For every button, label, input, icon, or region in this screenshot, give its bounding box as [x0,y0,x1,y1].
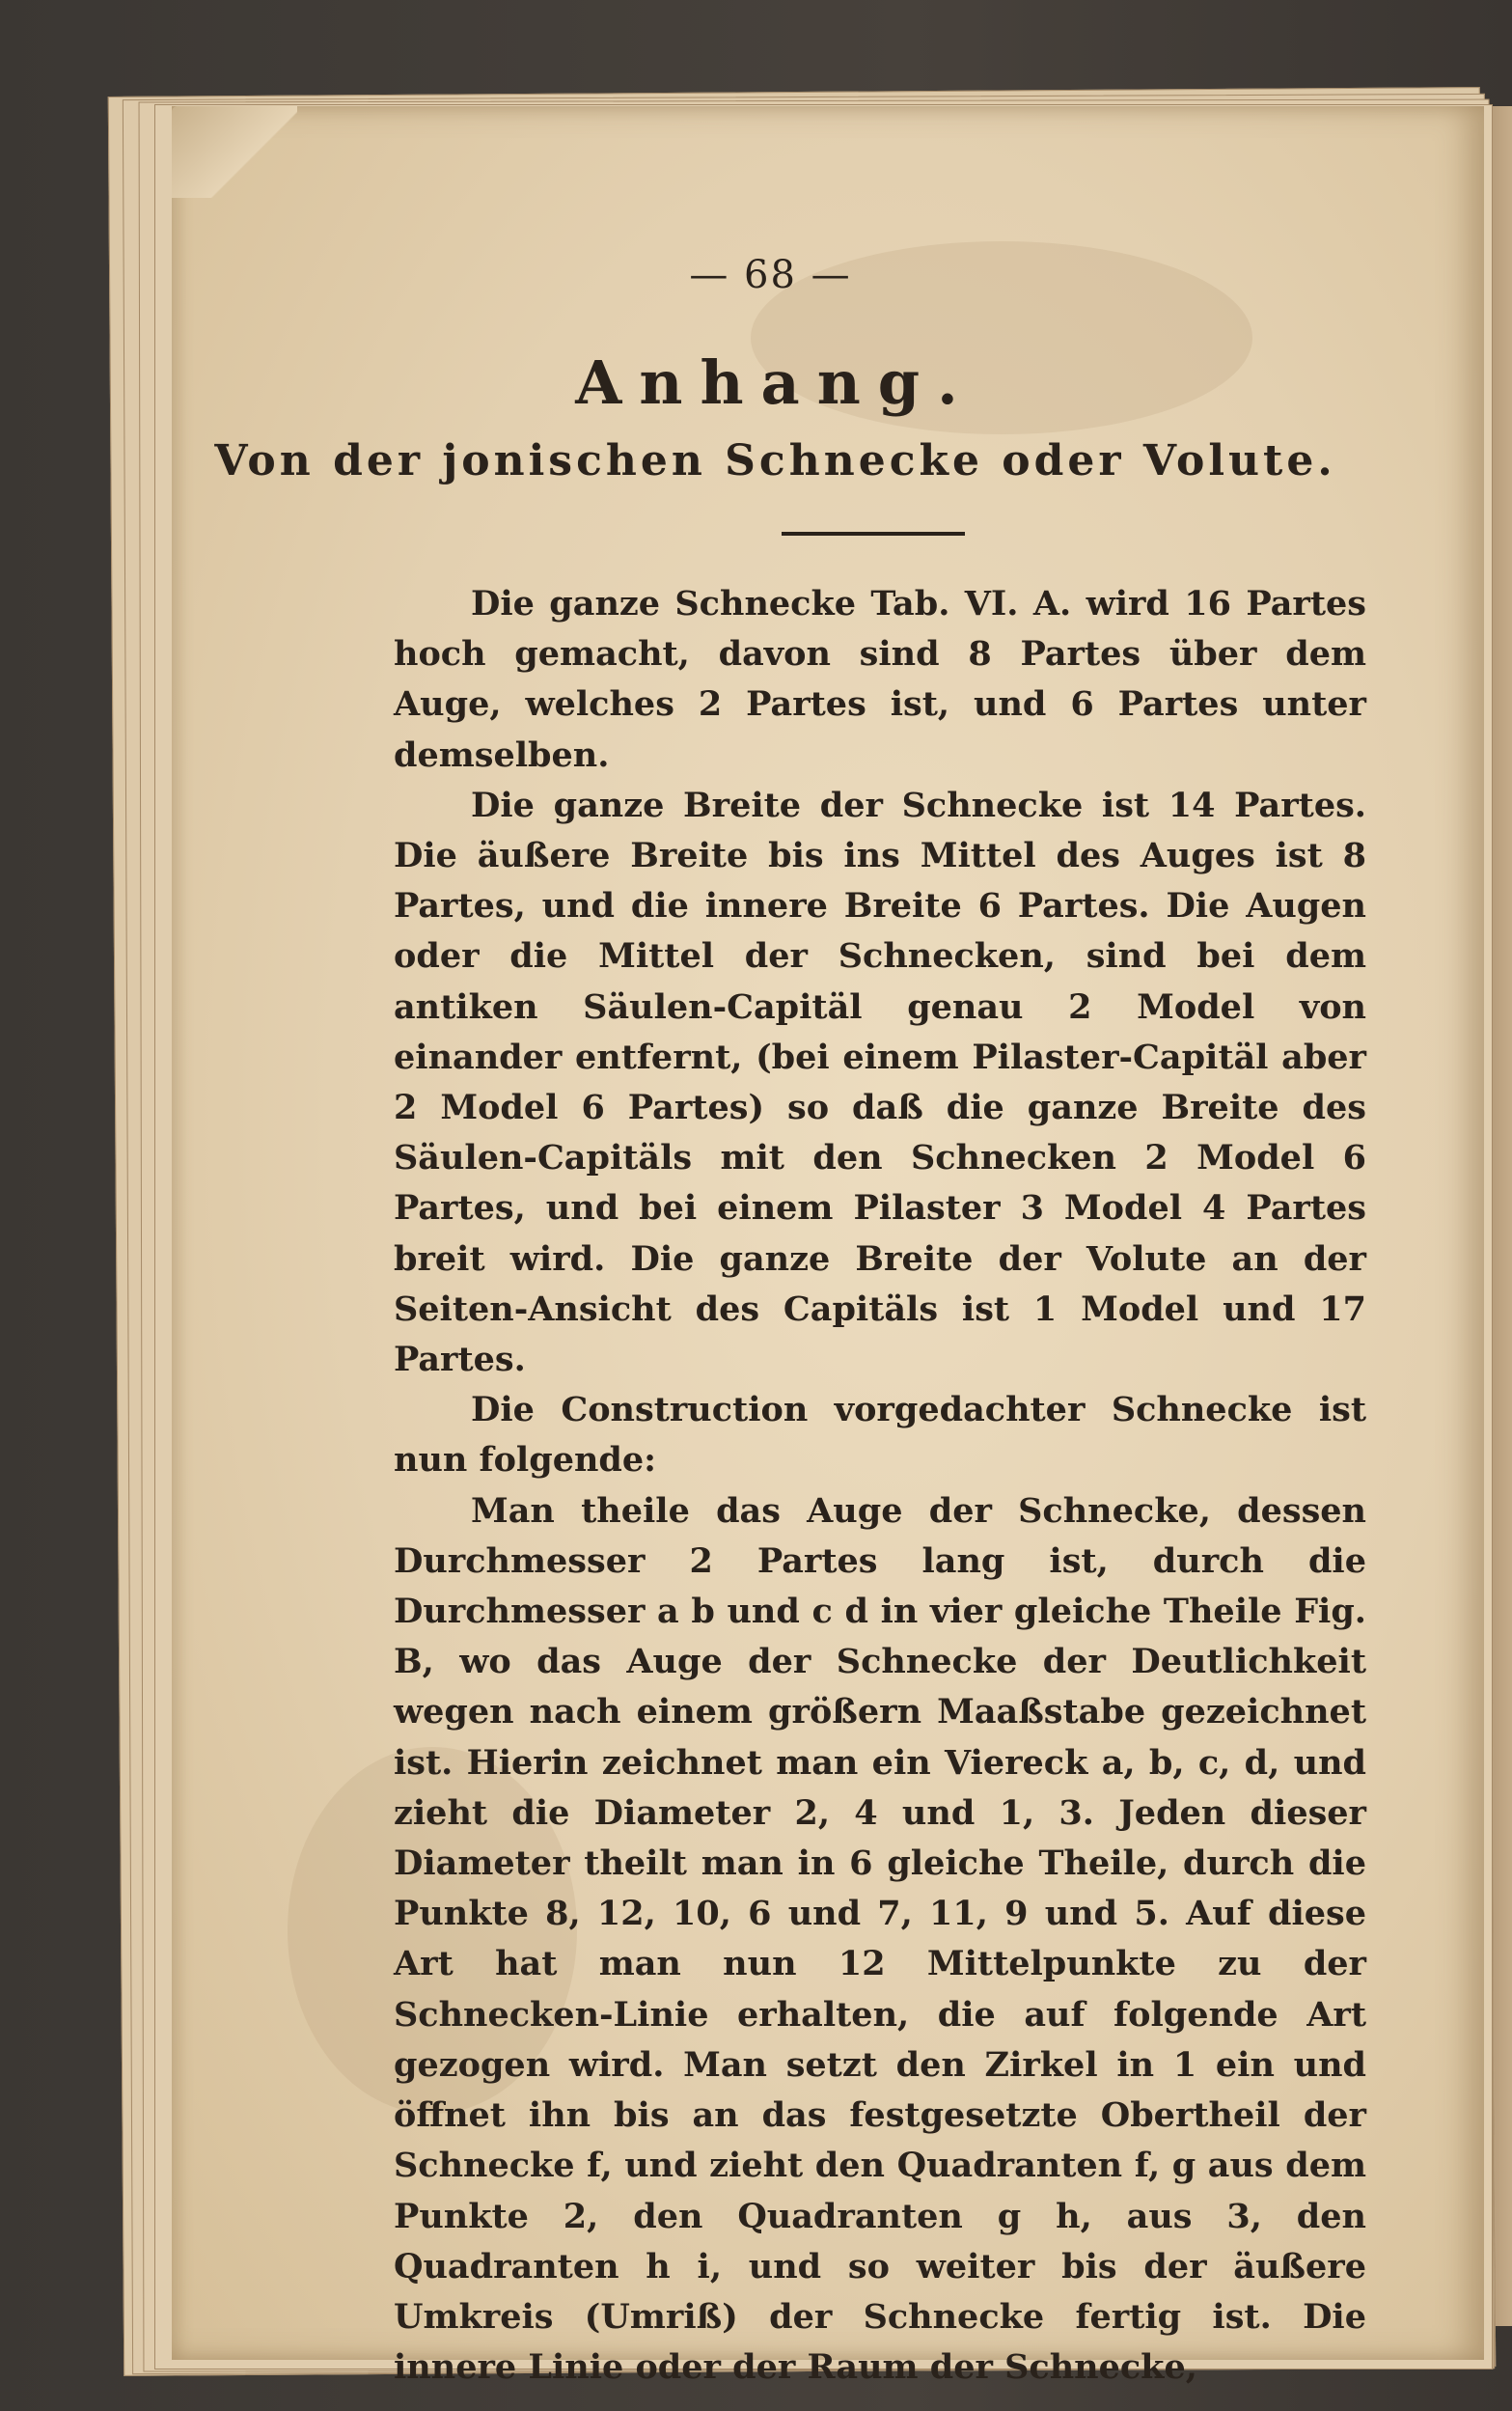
paragraph: Man theile das Auge der Schnecke, dessen Durchmesser 2 Partes lang ist, durch die Durchmesser a b und c d in vier gleiche Theile Fig. B, wo das Auge der Schnecke der Deutlichkeit wegen nach einem größern Maaßstabe gezeichnet ist. Hierin zeichnet man ein Viereck a, b, c, d, und zieht die Diameter 2, 4 und 1, 3. Jeden dieser Diameter theilt man in 6 gleiche Theile, durch die Punkte 8, 12, 10, 6 und 7, 11, 9 und 5. Auf diese Art hat man nun 12 Mittelpunkte zu der Schnecken-Linie erhalten, die auf folgende Art gezogen wird. Man setzt den Zirkel in 1 ein und öffnet ihn bis an das festgesetzte Obertheil der Schnecke f, und zieht den Quadranten f, g aus dem Punkte 2, den Quadranten g h, aus 3, den Quadranten h i, und so weiter bis der äußere Umkreis (Umriß) der Schnecke fertig ist. Die innere Linie oder der Raum der Schnecke, [394,1490,1366,2388]
paragraph: Die ganze Breite der Schnecke ist 14 Partes. Die äußere Breite bis ins Mittel des Auges ist 8 Partes, und die innere Breite 6 Partes. Die Augen oder die Mittel der Schnecken, sind bei dem antiken Säulen-Capitäl genau 2 Model von einander entfernt, (bei einem Pilaster-Capitäl aber 2 Model 6 Partes) so daß die ganze Breite des Säulen-Capitäls mit den Schnecken 2 Model 6 Partes, und bei einem Pilaster 3 Model 4 Partes breit wird. Die ganze Breite der Volute an der Seiten-Ansicht des Capitäls ist 1 Model und 17 Partes. [394,785,1366,1380]
folded-corner [172,106,297,198]
body-text [394,579,1366,2393]
section-heading: Anhang. [575,347,976,418]
section-subheading: Von der jonischen Schnecke oder Volute. [214,436,1336,485]
paragraph: Die ganze Schnecke Tab. VI. A. wird 16 Partes hoch gemacht, davon sind 8 Partes über dem Auge, welches 2 Partes ist, und 6 Partes unter demselben. [394,584,1366,775]
page-number: — 68 — [689,253,852,297]
heading-rule [782,532,965,536]
paragraph: Die Construction vorgedachter Schnecke ist nun folgende: [394,1390,1366,1481]
